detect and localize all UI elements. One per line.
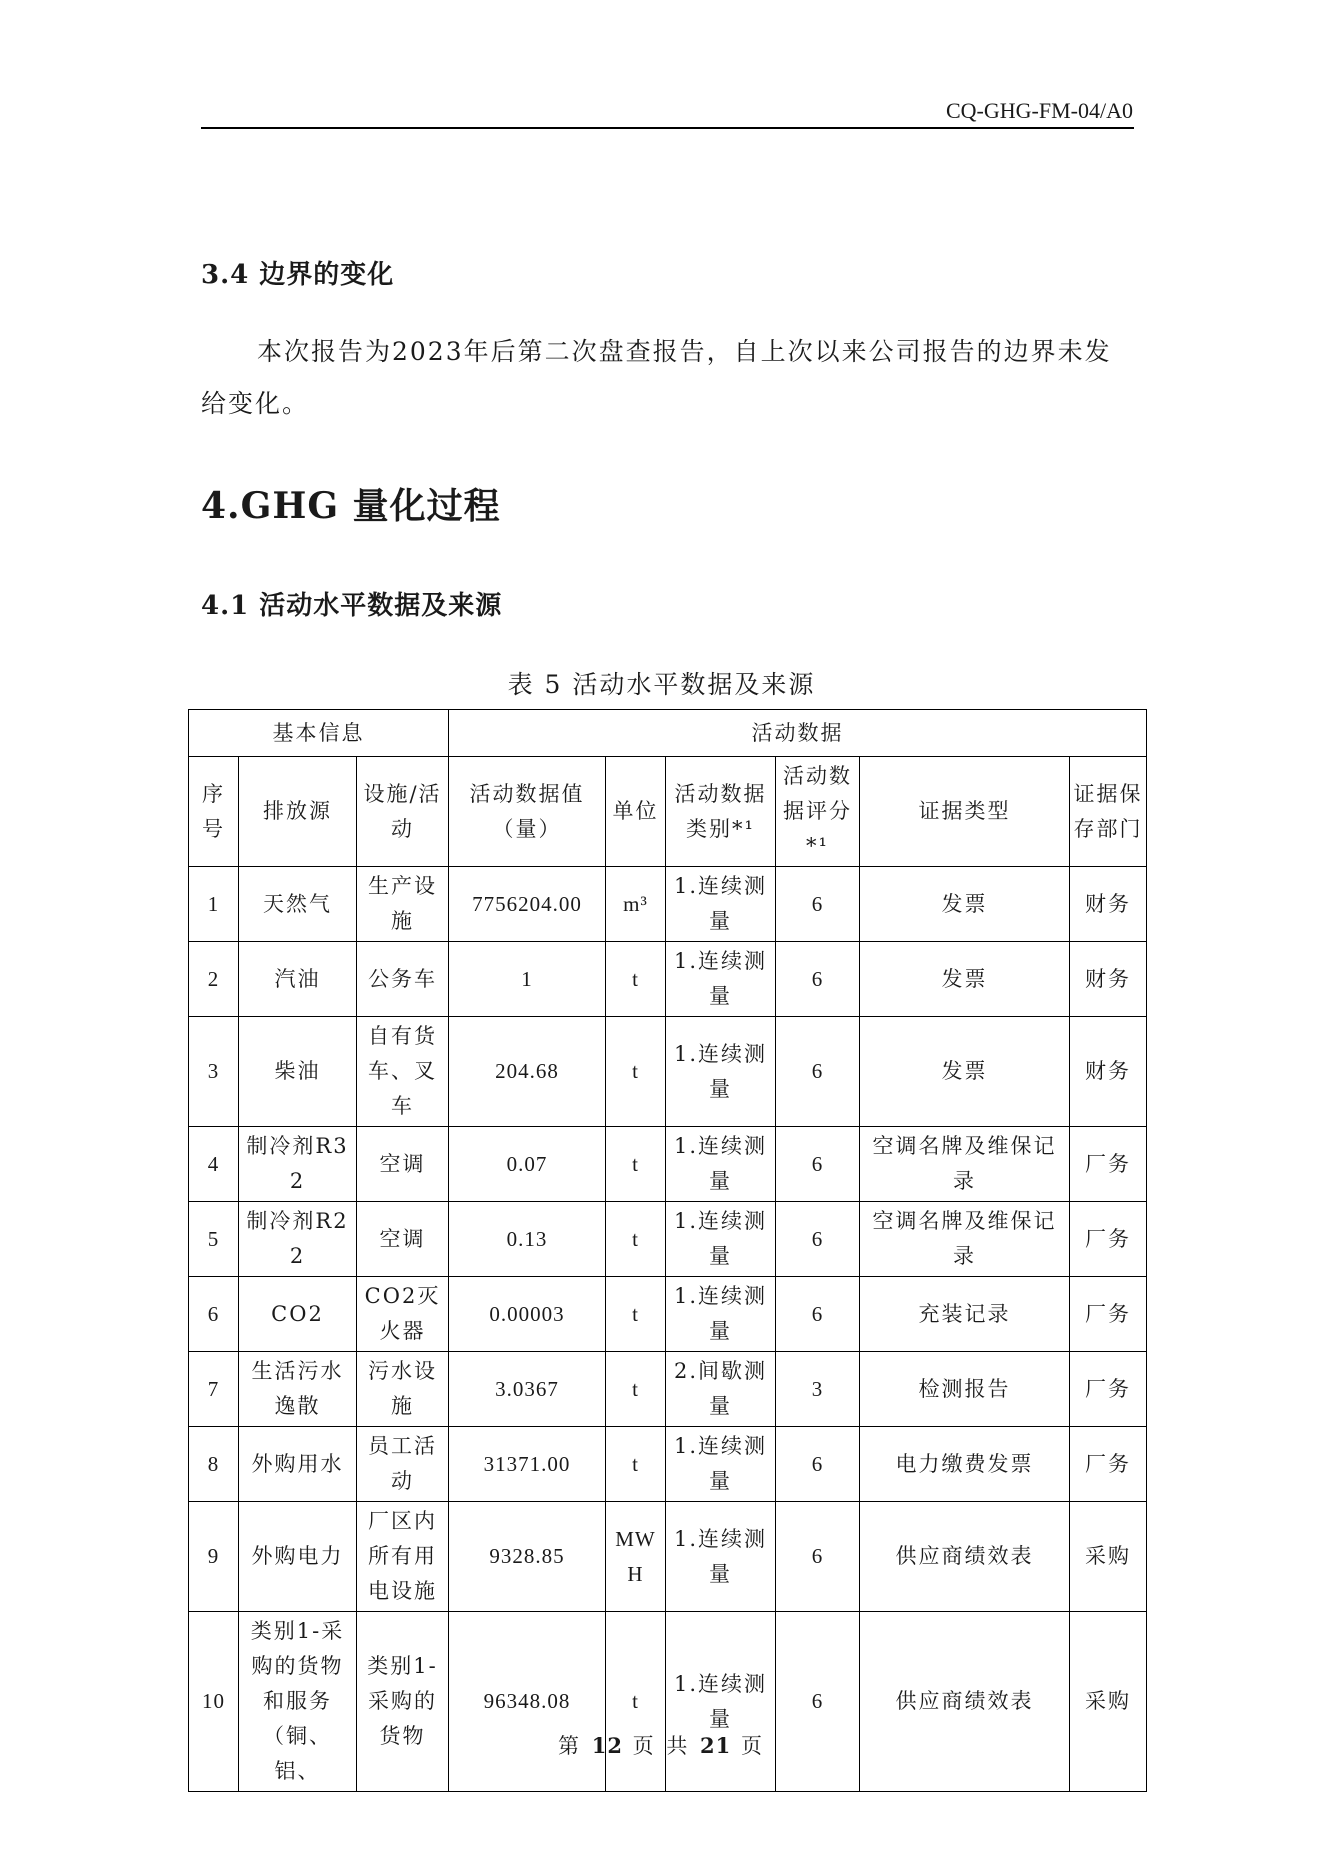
cell-seq: 7 bbox=[189, 1352, 239, 1427]
cell-unit: t bbox=[606, 942, 666, 1017]
cell-seq: 2 bbox=[189, 942, 239, 1017]
cell-seq: 8 bbox=[189, 1427, 239, 1502]
cell-source: 生活污水逸散 bbox=[239, 1352, 357, 1427]
cell-source: 柴油 bbox=[239, 1017, 357, 1127]
cell-source: 外购电力 bbox=[239, 1502, 357, 1612]
cell-facility: 污水设施 bbox=[357, 1352, 449, 1427]
cell-facility: 空调 bbox=[357, 1202, 449, 1277]
cell-facility: 类别1-采购的货物 bbox=[357, 1612, 449, 1792]
col-header-category: 活动数据类别*¹ bbox=[666, 757, 776, 867]
cell-evidence: 供应商绩效表 bbox=[860, 1502, 1070, 1612]
cell-dept: 厂务 bbox=[1070, 1127, 1147, 1202]
table-row bbox=[189, 1502, 1147, 1612]
cell-unit: m³ bbox=[606, 867, 666, 942]
cell-unit: t bbox=[606, 1612, 666, 1792]
cell-value: 31371.00 bbox=[449, 1427, 606, 1502]
cell-source: CO2 bbox=[239, 1277, 357, 1352]
cell-category: 1.连续测量 bbox=[666, 867, 776, 942]
cell-unit: t bbox=[606, 1202, 666, 1277]
cell-unit: t bbox=[606, 1277, 666, 1352]
group-header-basic: 基本信息 bbox=[189, 710, 449, 757]
cell-score: 6 bbox=[776, 867, 860, 942]
cell-evidence: 空调名牌及维保记录 bbox=[860, 1202, 1070, 1277]
cell-category: 1.连续测量 bbox=[666, 1502, 776, 1612]
col-header-dept: 证据保存部门 bbox=[1070, 757, 1147, 867]
cell-score: 6 bbox=[776, 1502, 860, 1612]
cell-value: 96348.08 bbox=[449, 1612, 606, 1792]
footer-middle: 页 共 bbox=[632, 1734, 691, 1758]
cell-facility: 公务车 bbox=[357, 942, 449, 1017]
col-header-evidence: 证据类型 bbox=[860, 757, 1070, 867]
footer-prefix: 第 bbox=[558, 1734, 583, 1758]
section-4-heading: 4.GHG 量化过程 bbox=[201, 485, 501, 527]
table-row bbox=[189, 1427, 1147, 1502]
group-header-activity: 活动数据 bbox=[449, 710, 1147, 757]
cell-seq: 3 bbox=[189, 1017, 239, 1127]
cell-value: 7756204.00 bbox=[449, 867, 606, 942]
cell-dept: 财务 bbox=[1070, 942, 1147, 1017]
cell-score: 6 bbox=[776, 1127, 860, 1202]
cell-unit: t bbox=[606, 1352, 666, 1427]
cell-source: 制冷剂R22 bbox=[239, 1202, 357, 1277]
cell-value: 0.13 bbox=[449, 1202, 606, 1277]
cell-dept: 财务 bbox=[1070, 1017, 1147, 1127]
cell-score: 6 bbox=[776, 1017, 860, 1127]
cell-category: 1.连续测量 bbox=[666, 1202, 776, 1277]
table-group-header-row bbox=[189, 710, 1147, 757]
cell-category: 1.连续测量 bbox=[666, 1277, 776, 1352]
cell-source: 汽油 bbox=[239, 942, 357, 1017]
cell-score: 6 bbox=[776, 1277, 860, 1352]
table-row bbox=[189, 1612, 1147, 1792]
col-header-seq: 序号 bbox=[189, 757, 239, 867]
cell-value: 9328.85 bbox=[449, 1502, 606, 1612]
table-row bbox=[189, 1017, 1147, 1127]
cell-unit: MWH bbox=[606, 1502, 666, 1612]
cell-facility: 厂区内所有用电设施 bbox=[357, 1502, 449, 1612]
table-row bbox=[189, 1352, 1147, 1427]
col-header-value: 活动数据值（量） bbox=[449, 757, 606, 867]
cell-seq: 6 bbox=[189, 1277, 239, 1352]
cell-value: 1 bbox=[449, 942, 606, 1017]
cell-score: 3 bbox=[776, 1352, 860, 1427]
col-header-source: 排放源 bbox=[239, 757, 357, 867]
table-row bbox=[189, 867, 1147, 942]
cell-category: 1.连续测量 bbox=[666, 1427, 776, 1502]
cell-unit: t bbox=[606, 1427, 666, 1502]
cell-dept: 厂务 bbox=[1070, 1277, 1147, 1352]
cell-value: 0.00003 bbox=[449, 1277, 606, 1352]
document-code: CQ-GHG-FM-04/A0 bbox=[946, 98, 1133, 123]
section-4-1-heading: 4.1 活动水平数据及来源 bbox=[201, 591, 503, 621]
table-column-header-row bbox=[189, 757, 1147, 867]
table-row bbox=[189, 1202, 1147, 1277]
cell-seq: 4 bbox=[189, 1127, 239, 1202]
cell-dept: 厂务 bbox=[1070, 1352, 1147, 1427]
table-row bbox=[189, 1277, 1147, 1352]
cell-seq: 1 bbox=[189, 867, 239, 942]
cell-facility: CO2灭火器 bbox=[357, 1277, 449, 1352]
footer-suffix: 页 bbox=[740, 1734, 765, 1758]
cell-dept: 采购 bbox=[1070, 1502, 1147, 1612]
cell-value: 3.0367 bbox=[449, 1352, 606, 1427]
cell-unit: t bbox=[606, 1127, 666, 1202]
cell-seq: 10 bbox=[189, 1612, 239, 1792]
cell-evidence: 供应商绩效表 bbox=[860, 1612, 1070, 1792]
cell-score: 6 bbox=[776, 942, 860, 1017]
cell-score: 6 bbox=[776, 1612, 860, 1792]
cell-category: 2.间歇测量 bbox=[666, 1352, 776, 1427]
cell-category: 1.连续测量 bbox=[666, 1612, 776, 1792]
header-rule bbox=[201, 127, 1134, 129]
table-caption: 表 5 活动水平数据及来源 bbox=[507, 670, 816, 699]
table-row bbox=[189, 1127, 1147, 1202]
cell-dept: 采购 bbox=[1070, 1612, 1147, 1792]
cell-unit: t bbox=[606, 1017, 666, 1127]
cell-evidence: 检测报告 bbox=[860, 1352, 1070, 1427]
cell-dept: 厂务 bbox=[1070, 1427, 1147, 1502]
cell-facility: 生产设施 bbox=[357, 867, 449, 942]
cell-seq: 9 bbox=[189, 1502, 239, 1612]
cell-dept: 财务 bbox=[1070, 867, 1147, 942]
cell-evidence: 发票 bbox=[860, 867, 1070, 942]
cell-facility: 空调 bbox=[357, 1127, 449, 1202]
cell-source: 天然气 bbox=[239, 867, 357, 942]
page-footer bbox=[0, 1730, 1323, 1760]
footer-page-number: 12 bbox=[591, 1733, 623, 1758]
section-3-4-body: 本次报告为2023年后第二次盘查报告，自上次以来公司报告的边界未发给变化。 bbox=[201, 337, 1112, 418]
cell-source: 类别1-采购的货物和服务（铜、铝、 bbox=[239, 1612, 357, 1792]
footer-total-pages: 21 bbox=[700, 1733, 732, 1758]
cell-evidence: 电力缴费发票 bbox=[860, 1427, 1070, 1502]
cell-facility: 员工活动 bbox=[357, 1427, 449, 1502]
cell-value: 0.07 bbox=[449, 1127, 606, 1202]
cell-facility: 自有货车、叉车 bbox=[357, 1017, 449, 1127]
col-header-facility: 设施/活动 bbox=[357, 757, 449, 867]
cell-score: 6 bbox=[776, 1202, 860, 1277]
section-3-4-heading: 3.4 边界的变化 bbox=[201, 260, 395, 290]
table-row bbox=[189, 942, 1147, 1017]
cell-score: 6 bbox=[776, 1427, 860, 1502]
cell-evidence: 空调名牌及维保记录 bbox=[860, 1127, 1070, 1202]
activity-data-table bbox=[188, 709, 1147, 1792]
col-header-unit: 单位 bbox=[606, 757, 666, 867]
cell-evidence: 发票 bbox=[860, 1017, 1070, 1127]
cell-seq: 5 bbox=[189, 1202, 239, 1277]
col-header-score: 活动数据评分*¹ bbox=[776, 757, 860, 867]
cell-source: 外购用水 bbox=[239, 1427, 357, 1502]
cell-source: 制冷剂R32 bbox=[239, 1127, 357, 1202]
cell-category: 1.连续测量 bbox=[666, 942, 776, 1017]
cell-category: 1.连续测量 bbox=[666, 1127, 776, 1202]
cell-category: 1.连续测量 bbox=[666, 1017, 776, 1127]
cell-dept: 厂务 bbox=[1070, 1202, 1147, 1277]
cell-evidence: 发票 bbox=[860, 942, 1070, 1017]
cell-value: 204.68 bbox=[449, 1017, 606, 1127]
cell-evidence: 充装记录 bbox=[860, 1277, 1070, 1352]
